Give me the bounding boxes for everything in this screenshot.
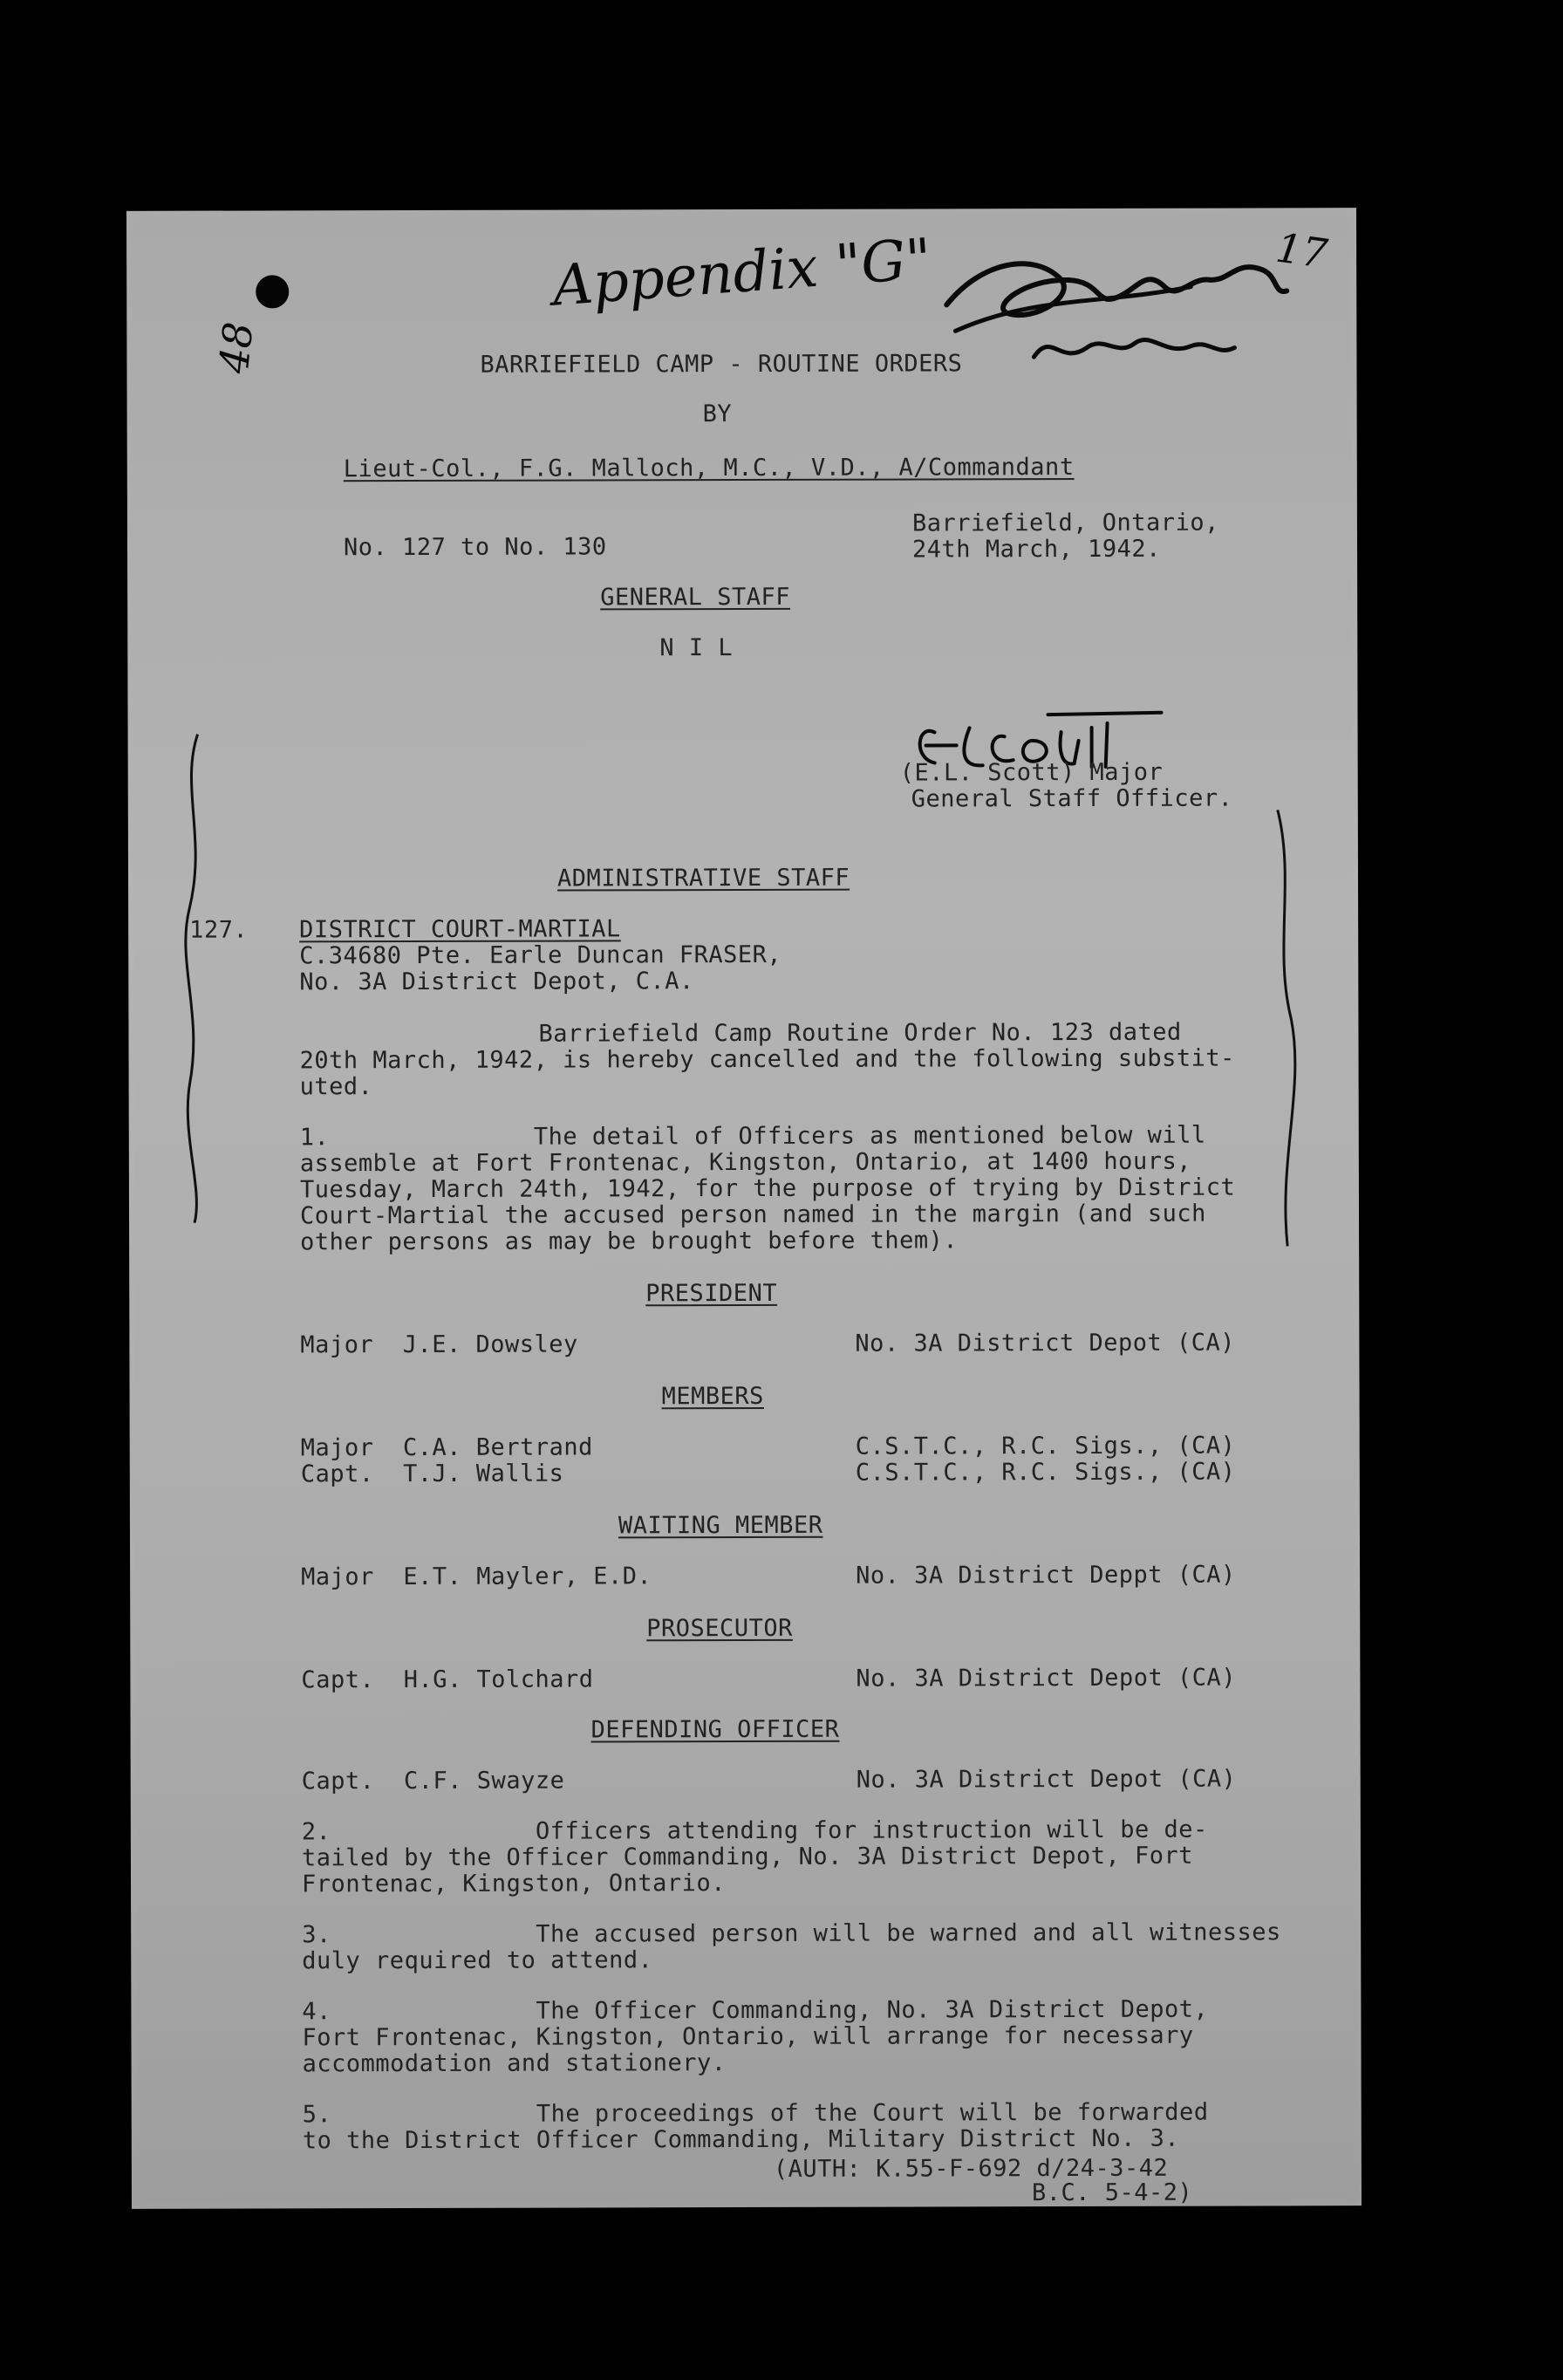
waiting-member-heading: WAITING MEMBER bbox=[618, 1511, 823, 1540]
members-heading: MEMBERS bbox=[661, 1382, 764, 1411]
member-name: Major C.A. Bertrand bbox=[300, 1433, 593, 1462]
para2-line: Frontenac, Kingston, Ontario. bbox=[301, 1870, 726, 1898]
para2-line: 2. Officers attending for instruction will be de- bbox=[301, 1816, 1208, 1846]
waiting-member-name: Major E.T. Mayler, E.D. bbox=[301, 1563, 652, 1591]
header-place: Barriefield, Ontario, bbox=[911, 509, 1219, 537]
general-staff-nil: N I L bbox=[659, 634, 734, 662]
order-numbers: No. 127 to No. 130 bbox=[343, 533, 607, 562]
para1-line: other persons as may be brought before them). bbox=[300, 1227, 959, 1256]
order-subject: DISTRICT COURT-MARTIAL bbox=[299, 915, 621, 944]
intro-line: uted. bbox=[299, 1073, 373, 1101]
order-number-127: 127. bbox=[189, 916, 249, 944]
punch-hole-icon bbox=[256, 275, 289, 308]
prosecutor-unit: No. 3A District Depot (CA) bbox=[856, 1664, 1237, 1693]
authority-line-1: (AUTH: K.55-F-692 d/24-3-42 bbox=[773, 2154, 1169, 2183]
general-staff-signer-title: General Staff Officer. bbox=[911, 784, 1233, 813]
president-signature bbox=[929, 225, 1295, 392]
intro-line: Barriefield Camp Routine Order No. 123 dated bbox=[538, 1018, 1182, 1048]
para1-line: Court-Martial the accused person named in the margin (and such bbox=[299, 1200, 1206, 1230]
defending-officer-unit: No. 3A District Depot (CA) bbox=[856, 1765, 1237, 1794]
para2-line: tailed by the Officer Commanding, No. 3A District Depot, Fort bbox=[301, 1842, 1194, 1872]
para3-line: duly required to attend. bbox=[302, 1946, 653, 1975]
para4-line: accommodation and stationery. bbox=[302, 2049, 727, 2078]
prosecutor-heading: PROSECUTOR bbox=[646, 1614, 793, 1643]
header-by: BY bbox=[702, 400, 733, 428]
handwritten-corner-mark: 48 bbox=[209, 319, 263, 376]
para5-line: 5. The proceedings of the Court will be forwarded bbox=[302, 2098, 1209, 2129]
header-title: BARRIEFIELD CAMP - ROUTINE ORDERS bbox=[480, 350, 963, 379]
intro-line: 20th March, 1942, is hereby cancelled and the following substit- bbox=[299, 1044, 1235, 1075]
general-staff-heading: GENERAL STAFF bbox=[600, 583, 791, 612]
waiting-member-unit: No. 3A District Deppt (CA) bbox=[856, 1561, 1236, 1590]
member-name: Capt. T.J. Wallis bbox=[300, 1460, 564, 1488]
para4-line: Fort Frontenac, Kingston, Ontario, will arrange for necessary bbox=[302, 2021, 1194, 2052]
header-date: 24th March, 1942. bbox=[911, 535, 1161, 564]
handwritten-page-number: 17 bbox=[1273, 223, 1331, 278]
member-unit: C.S.T.C., R.C. Sigs., (CA) bbox=[855, 1432, 1236, 1460]
handwritten-appendix: Appendix "G" bbox=[550, 227, 934, 319]
para5-line: to the District Officer Commanding, Military District No. 3. bbox=[302, 2124, 1180, 2155]
general-staff-signer-name: (E.L. Scott) Major bbox=[899, 758, 1164, 787]
member-unit: C.S.T.C., R.C. Sigs., (CA) bbox=[855, 1458, 1236, 1487]
president-name: Major J.E. Dowsley bbox=[300, 1330, 578, 1359]
document-page bbox=[126, 208, 1362, 2209]
president-heading: PRESIDENT bbox=[645, 1279, 778, 1308]
para1-line: assemble at Fort Frontenac, Kingston, Ontario, at 1400 hours, bbox=[299, 1147, 1191, 1178]
para1-line: 1. The detail of Officers as mentioned below will bbox=[299, 1121, 1206, 1152]
header-commandant: Lieut-Col., F.G. Malloch, M.C., V.D., A/Commandant bbox=[343, 454, 1075, 483]
para1-line: Tuesday, March 24th, 1942, for the purpose of trying by District bbox=[299, 1173, 1236, 1204]
president-unit: No. 3A District Depot (CA) bbox=[855, 1329, 1236, 1358]
accused-line-2: No. 3A District Depot, C.A. bbox=[299, 968, 694, 996]
margin-bracket-left bbox=[163, 735, 216, 1223]
para3-line: 3. The accused person will be warned and all witnesses bbox=[302, 1918, 1281, 1949]
admin-staff-heading: ADMINISTRATIVE STAFF bbox=[556, 864, 850, 892]
defending-officer-name: Capt. C.F. Swayze bbox=[301, 1767, 565, 1795]
prosecutor-name: Capt. H.G. Tolchard bbox=[301, 1665, 594, 1694]
accused-line-1: C.34680 Pte. Earle Duncan FRASER, bbox=[299, 940, 782, 970]
margin-bracket-right bbox=[1260, 810, 1314, 1246]
authority-line-2: B.C. 5-4-2) bbox=[1031, 2178, 1193, 2207]
defending-officer-heading: DEFENDING OFFICER bbox=[590, 1715, 840, 1744]
para4-line: 4. The Officer Commanding, No. 3A District Depot, bbox=[302, 1995, 1209, 2026]
